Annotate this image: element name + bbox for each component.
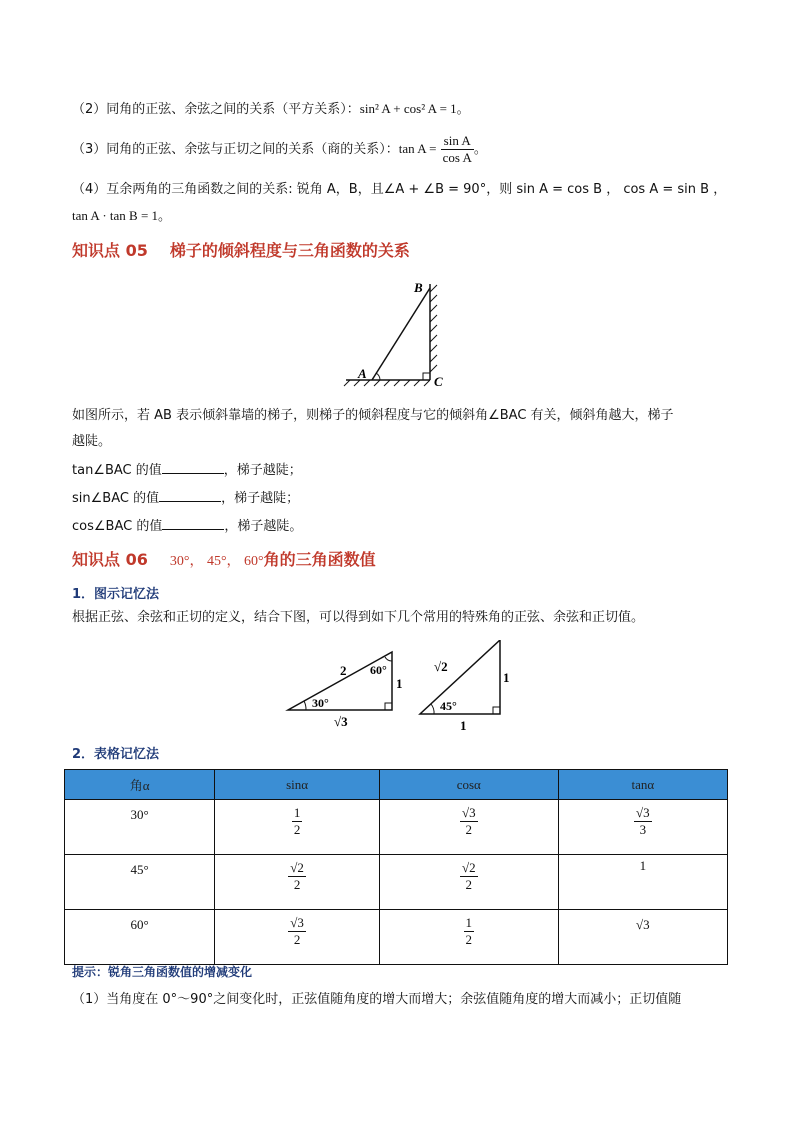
- table-header-row: [65, 770, 728, 800]
- cos-cell: $\frac{√3}{2}$: [379, 800, 558, 855]
- square-relation-formula: sin² A + cos² A = 1: [359, 101, 457, 116]
- label-b: B: [414, 280, 423, 295]
- diagram-intro: 根据正弦、余弦和正切的定义，结合下图，可以得到如下几个常用的特殊角的正弦、余弦和正切值。: [72, 610, 645, 625]
- label-c: C: [434, 374, 443, 389]
- cos-cell: $\frac{1}{2}$: [379, 910, 558, 965]
- sin-cell: $\frac{1}{2}$: [215, 800, 380, 855]
- tri1-hyp: 2: [340, 663, 347, 678]
- tri2-hyp: √2: [434, 659, 448, 674]
- header-angle: 角α: [65, 770, 215, 800]
- ladder-figure: [340, 278, 460, 390]
- header-sin: sinα: [215, 770, 380, 800]
- ladder-question-tan: tan∠BAC 的值 ，梯子越陡；: [72, 463, 302, 478]
- angle-cell: 60°: [65, 910, 215, 965]
- answer-blank[interactable]: [162, 461, 224, 474]
- tan-cell: $\frac{√3}{3}$: [558, 800, 727, 855]
- tan-cell: √3: [558, 910, 727, 965]
- quotient-fraction: $\frac{\text{sin A}}{\text{cos A}}$: [442, 133, 472, 165]
- special-triangles-figure: [282, 640, 532, 734]
- subhead-diagram-memory: 1．图示记忆法: [72, 587, 160, 602]
- relation-quotient-line: （3）同角的正弦、余弦与正切之间的关系（商的关系）：tan A = $\frac{\text{sin A}}{\text{cos A}}$ 。: [72, 133, 487, 165]
- label-a: A: [358, 366, 367, 381]
- ladder-question-sin: sin∠BAC 的值 ，梯子越陡；: [72, 491, 300, 506]
- table-row: [65, 910, 728, 965]
- tri2-base: 1: [460, 718, 467, 733]
- tri2-angle-left: 45°: [440, 699, 457, 713]
- relation-square-line: （2）同角的正弦、余弦之间的关系（平方关系）：sin² A + cos² A = 1。: [72, 101, 470, 117]
- ladder-para-1: 如图所示，若 AB 表示倾斜靠墙的梯子，则梯子的倾斜程度与它的倾斜角∠BAC 有关，倾斜角越大，梯子: [72, 408, 674, 423]
- tip-text: （1）当角度在 0°～90°之间变化时，正弦值随角度的增大而增大；余弦值随角度的增大而减小；正切值随: [72, 992, 682, 1007]
- ladder-question-cos: cos∠BAC 的值 ，梯子越陡。: [72, 519, 303, 534]
- sin-cell: $\frac{√2}{2}$: [215, 855, 380, 910]
- angle-cell: 45°: [65, 855, 215, 910]
- cos-cell: $\frac{√2}{2}$: [379, 855, 558, 910]
- ladder-para-2: 越陡。: [72, 434, 112, 449]
- tri1-base: √3: [334, 714, 348, 729]
- tri1-side: 1: [396, 676, 403, 691]
- answer-blank[interactable]: [159, 489, 221, 502]
- tip-heading: 提示：锐角三角函数值的增减变化: [72, 965, 253, 979]
- trig-values-table: [64, 769, 728, 965]
- tri1-angle-top: 60°: [370, 663, 387, 677]
- relation-complementary-cont: tan A · tan B = 1。: [72, 208, 172, 223]
- table-row: [65, 800, 728, 855]
- relation-complementary-line: （4）互余两角的三角函数之间的关系: 锐角 A，B，且∠A + ∠B = 90°，则 sin A = cos B ， cos A = sin B ，: [72, 182, 727, 197]
- section-06-heading: 知识点 06 30°， 45°， 60°角的三角函数值: [72, 550, 376, 569]
- section-05-heading: 知识点 05 梯子的倾斜程度与三角函数的关系: [72, 241, 410, 260]
- ladder-line: [372, 288, 430, 380]
- subhead-table-memory: 2．表格记忆法: [72, 747, 160, 762]
- tan-cell: 1: [558, 855, 727, 910]
- tri2-side: 1: [503, 670, 510, 685]
- table-row: [65, 855, 728, 910]
- sin-cell: $\frac{√3}{2}$: [215, 910, 380, 965]
- answer-blank[interactable]: [162, 517, 224, 530]
- tri1-angle-left: 30°: [312, 696, 329, 710]
- angle-cell: 30°: [65, 800, 215, 855]
- header-cos: cosα: [379, 770, 558, 800]
- header-tan: tanα: [558, 770, 727, 800]
